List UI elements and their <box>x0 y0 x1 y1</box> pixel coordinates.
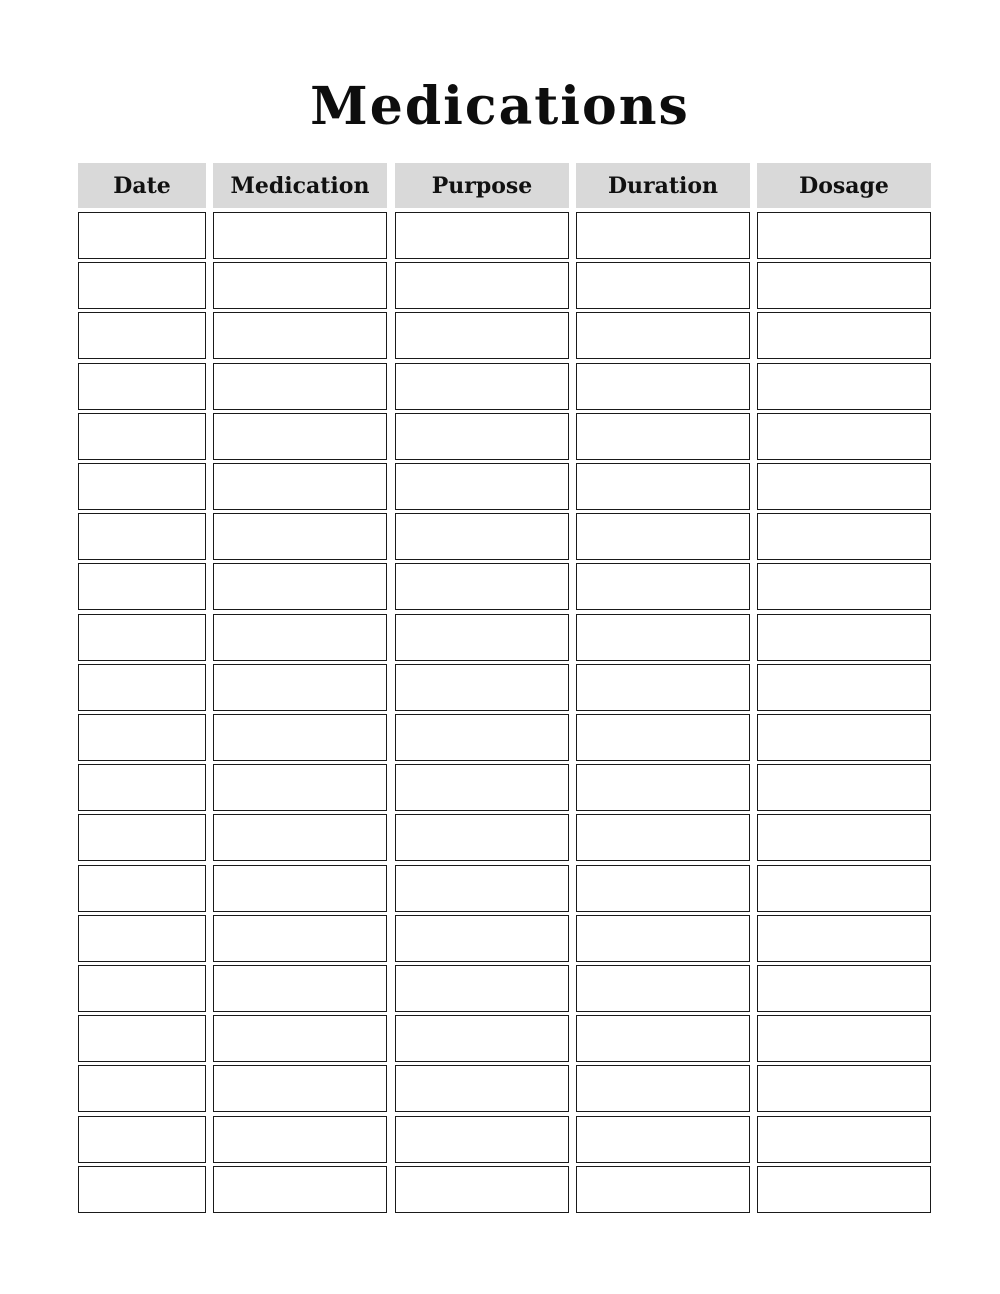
table-cell-medication[interactable] <box>213 1116 387 1163</box>
table-cell-medication[interactable] <box>213 714 387 761</box>
table-cell-date[interactable] <box>78 1015 206 1062</box>
table-cell-date[interactable] <box>78 764 206 811</box>
table-cell-date[interactable] <box>78 915 206 962</box>
table-cell-dosage[interactable] <box>757 1015 931 1062</box>
table-cell-medication[interactable] <box>213 563 387 610</box>
column-header-date: Date <box>78 163 206 208</box>
page-title: Medications <box>310 76 690 137</box>
table-cell-medication[interactable] <box>213 463 387 510</box>
table-cell-dosage[interactable] <box>757 614 931 661</box>
column-header-duration: Duration <box>576 163 750 208</box>
column-header-purpose: Purpose <box>395 163 569 208</box>
table-cell-duration[interactable] <box>576 363 750 410</box>
table-cell-date[interactable] <box>78 614 206 661</box>
table-cell-dosage[interactable] <box>757 1166 931 1213</box>
table-cell-purpose[interactable] <box>395 212 569 259</box>
table-cell-purpose[interactable] <box>395 714 569 761</box>
table-cell-duration[interactable] <box>576 764 750 811</box>
table-cell-purpose[interactable] <box>395 363 569 410</box>
table-cell-medication[interactable] <box>213 1065 387 1112</box>
table-cell-duration[interactable] <box>576 664 750 711</box>
table-cell-date[interactable] <box>78 1166 206 1213</box>
table-cell-medication[interactable] <box>213 614 387 661</box>
table-cell-purpose[interactable] <box>395 463 569 510</box>
table-cell-date[interactable] <box>78 664 206 711</box>
table-cell-duration[interactable] <box>576 212 750 259</box>
table-cell-date[interactable] <box>78 312 206 359</box>
table-cell-purpose[interactable] <box>395 1116 569 1163</box>
table-cell-duration[interactable] <box>576 262 750 309</box>
table-cell-duration[interactable] <box>576 865 750 912</box>
table-cell-duration[interactable] <box>576 312 750 359</box>
table-cell-date[interactable] <box>78 814 206 861</box>
table-cell-dosage[interactable] <box>757 212 931 259</box>
table-cell-date[interactable] <box>78 865 206 912</box>
table-cell-dosage[interactable] <box>757 915 931 962</box>
table-cell-medication[interactable] <box>213 814 387 861</box>
table-cell-purpose[interactable] <box>395 262 569 309</box>
table-cell-purpose[interactable] <box>395 513 569 560</box>
table-cell-date[interactable] <box>78 714 206 761</box>
table-cell-purpose[interactable] <box>395 413 569 460</box>
table-cell-date[interactable] <box>78 212 206 259</box>
table-cell-dosage[interactable] <box>757 563 931 610</box>
table-cell-dosage[interactable] <box>757 814 931 861</box>
table-cell-dosage[interactable] <box>757 262 931 309</box>
table-cell-medication[interactable] <box>213 513 387 560</box>
table-cell-medication[interactable] <box>213 764 387 811</box>
table-cell-dosage[interactable] <box>757 312 931 359</box>
table-cell-date[interactable] <box>78 1116 206 1163</box>
table-cell-duration[interactable] <box>576 513 750 560</box>
table-cell-duration[interactable] <box>576 1065 750 1112</box>
table-cell-dosage[interactable] <box>757 513 931 560</box>
table-cell-date[interactable] <box>78 413 206 460</box>
table-cell-purpose[interactable] <box>395 563 569 610</box>
table-cell-purpose[interactable] <box>395 814 569 861</box>
table-cell-medication[interactable] <box>213 664 387 711</box>
table-cell-duration[interactable] <box>576 814 750 861</box>
table-cell-purpose[interactable] <box>395 965 569 1012</box>
table-cell-dosage[interactable] <box>757 463 931 510</box>
table-cell-purpose[interactable] <box>395 312 569 359</box>
table-cell-dosage[interactable] <box>757 764 931 811</box>
table-cell-dosage[interactable] <box>757 664 931 711</box>
table-cell-purpose[interactable] <box>395 664 569 711</box>
table-cell-duration[interactable] <box>576 1166 750 1213</box>
table-cell-medication[interactable] <box>213 915 387 962</box>
table-cell-dosage[interactable] <box>757 413 931 460</box>
column-header-medication: Medication <box>213 163 387 208</box>
table-cell-dosage[interactable] <box>757 1065 931 1112</box>
table-cell-medication[interactable] <box>213 865 387 912</box>
table-cell-medication[interactable] <box>213 312 387 359</box>
table-cell-dosage[interactable] <box>757 1116 931 1163</box>
table-cell-purpose[interactable] <box>395 1166 569 1213</box>
table-cell-dosage[interactable] <box>757 714 931 761</box>
table-cell-date[interactable] <box>78 965 206 1012</box>
table-cell-duration[interactable] <box>576 614 750 661</box>
table-cell-date[interactable] <box>78 463 206 510</box>
table-cell-purpose[interactable] <box>395 915 569 962</box>
table-cell-duration[interactable] <box>576 563 750 610</box>
table-cell-medication[interactable] <box>213 965 387 1012</box>
table-cell-purpose[interactable] <box>395 614 569 661</box>
table-cell-medication[interactable] <box>213 413 387 460</box>
table-cell-date[interactable] <box>78 1065 206 1112</box>
table-cell-dosage[interactable] <box>757 363 931 410</box>
table-cell-medication[interactable] <box>213 212 387 259</box>
table-cell-duration[interactable] <box>576 915 750 962</box>
table-cell-medication[interactable] <box>213 1166 387 1213</box>
table-cell-purpose[interactable] <box>395 1065 569 1112</box>
table-cell-purpose[interactable] <box>395 1015 569 1062</box>
table-cell-date[interactable] <box>78 513 206 560</box>
table-cell-duration[interactable] <box>576 1116 750 1163</box>
table-cell-duration[interactable] <box>576 714 750 761</box>
table-cell-purpose[interactable] <box>395 865 569 912</box>
table-cell-medication[interactable] <box>213 262 387 309</box>
table-cell-date[interactable] <box>78 363 206 410</box>
table-cell-dosage[interactable] <box>757 865 931 912</box>
column-header-dosage: Dosage <box>757 163 931 208</box>
table-cell-duration[interactable] <box>576 1015 750 1062</box>
table-cell-duration[interactable] <box>576 965 750 1012</box>
table-cell-date[interactable] <box>78 563 206 610</box>
table-cell-duration[interactable] <box>576 413 750 460</box>
table-cell-medication[interactable] <box>213 363 387 410</box>
table-cell-duration[interactable] <box>576 463 750 510</box>
table-cell-purpose[interactable] <box>395 764 569 811</box>
table-cell-date[interactable] <box>78 262 206 309</box>
table-cell-medication[interactable] <box>213 1015 387 1062</box>
table-cell-dosage[interactable] <box>757 965 931 1012</box>
